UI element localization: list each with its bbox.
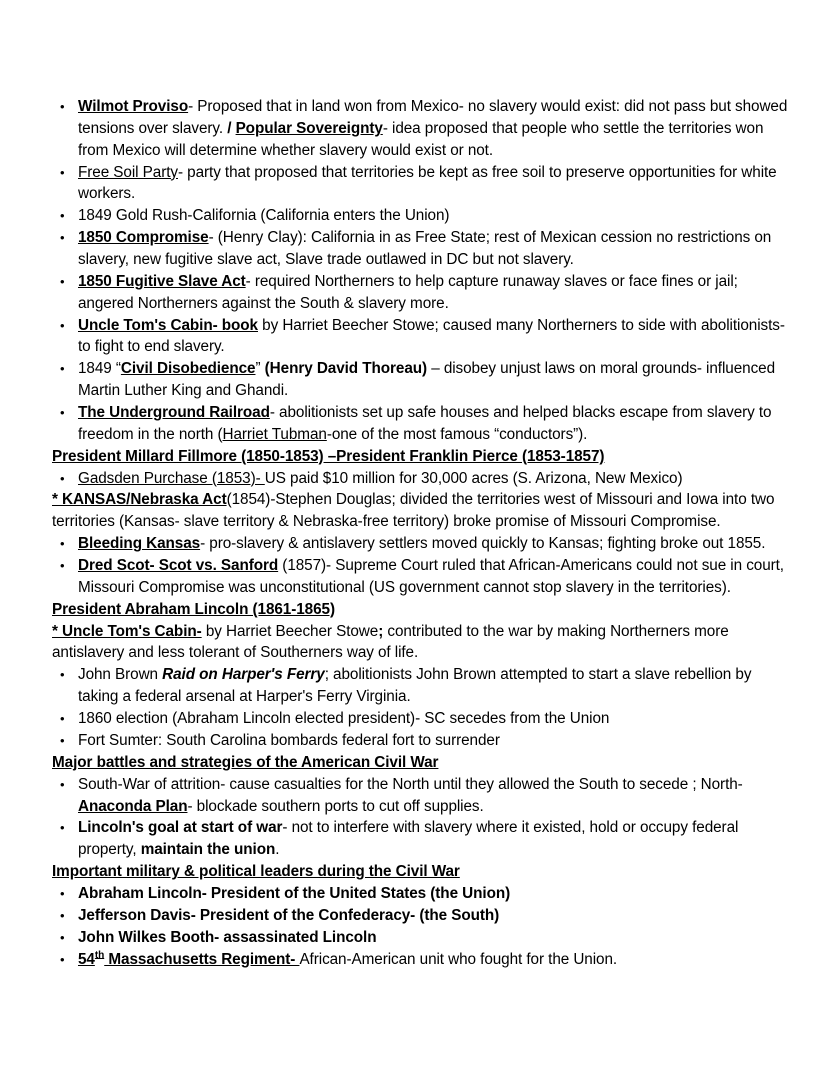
note-line-uncle-toms-cabin-book <box>52 315 790 359</box>
note-line-text <box>78 358 790 402</box>
note-line-text <box>52 489 790 533</box>
note-line-text <box>78 905 790 927</box>
bullet-icon: • <box>60 536 65 552</box>
note-line-text <box>78 205 790 227</box>
text-run: South-War of attrition- cause casualties for the North until they allowed the South to secede ; North- <box>78 775 743 793</box>
note-line-text <box>52 446 790 468</box>
text-run: - idea proposed that people who settle the territories won from Mexico will determine whether slavery would exist or not. <box>78 119 764 159</box>
note-line-text <box>78 730 790 752</box>
text-run: Major battles and strategies of the American Civil War <box>52 753 439 771</box>
note-line-54th-massachusetts <box>52 949 790 971</box>
text-run: (1857)- Supreme Court ruled that African-Americans could not sue in court, Missouri Compromise was unconstitutional (US government cannot stop slavery in the territories). <box>78 557 784 596</box>
text-run: (1854)-Stephen Douglas; divided the territories west of Missouri and Iowa into two territories (Kansas- slave territory & Nebraska-free territory) broke promise of Missouri Compromise. <box>52 491 775 531</box>
text-run: . <box>275 841 280 859</box>
bullet-icon: • <box>60 558 65 574</box>
text-run: Anaconda Plan <box>78 797 188 815</box>
note-line-bleeding-kansas <box>52 533 790 555</box>
text-run: Harriet Tubman <box>222 425 327 443</box>
note-line-gadsden-purchase <box>52 468 790 490</box>
text-run: John Brown <box>78 666 163 684</box>
text-run: ; <box>378 622 384 640</box>
text-run: 1850 Fugitive Slave Act <box>78 272 246 290</box>
note-line-jefferson-davis-leader <box>52 905 790 927</box>
text-run: ” <box>255 360 261 378</box>
bullet-icon: • <box>60 951 65 967</box>
text-run: African-American unit who fought for the Union. <box>299 950 618 968</box>
bullet-icon: • <box>60 208 65 224</box>
bullet-icon: • <box>60 907 65 923</box>
note-line-text <box>78 96 790 162</box>
note-line-text <box>78 315 790 359</box>
note-line-john-wilkes-booth-leader <box>52 927 790 949</box>
text-run: -one of the most famous “conductors”). <box>326 425 588 443</box>
note-line-text <box>52 599 790 621</box>
text-run: Free Soil Party <box>78 163 178 181</box>
note-line-dred-scott <box>52 555 790 599</box>
bullet-icon: • <box>60 820 65 836</box>
text-run: John Wilkes Booth- assassinated Lincoln <box>78 928 377 946</box>
text-run: - abolitionists set up safe houses and helped blacks escape from slavery to freedom in the north ( <box>78 404 772 443</box>
note-line-text <box>78 162 790 206</box>
text-run: Uncle Tom's Cabin- book <box>78 316 258 334</box>
note-line-compromise-1850 <box>52 227 790 271</box>
note-line-fillmore-pierce-header <box>52 446 790 468</box>
note-line-major-battles-header <box>52 752 790 774</box>
bullet-icon: • <box>60 405 65 421</box>
bullet-icon: • <box>60 776 65 792</box>
note-line-text <box>78 227 790 271</box>
text-run: – disobey unjust laws on moral grounds- influenced Martin Luther King and Ghandi. <box>78 360 775 400</box>
bullet-icon: • <box>60 164 65 180</box>
note-line-civil-disobedience-1849 <box>52 358 790 402</box>
text-run: Dred Scot- Scot vs. Sanford <box>78 557 279 575</box>
bullet-icon: • <box>60 732 65 748</box>
notes-body <box>52 96 790 970</box>
note-line-kansas-nebraska-act <box>52 489 790 533</box>
bullet-icon: • <box>60 885 65 901</box>
bullet-icon: • <box>60 929 65 945</box>
note-line-text <box>52 621 790 665</box>
note-line-abraham-lincoln-leader <box>52 883 790 905</box>
text-run: Massachusetts Regiment- <box>104 950 300 968</box>
note-line-text <box>78 271 790 315</box>
bullet-icon: • <box>60 273 65 289</box>
note-line-underground-railroad <box>52 402 790 446</box>
text-run: 54 <box>78 950 95 968</box>
text-run: by Harriet Beecher Stowe <box>201 622 379 640</box>
note-line-text <box>78 949 790 971</box>
note-line-text <box>78 774 790 818</box>
text-run: 1860 election (Abraham Lincoln elected president)- SC secedes from the Union <box>78 710 610 728</box>
note-line-text <box>52 752 790 774</box>
bullet-icon: • <box>60 711 65 727</box>
text-run: Civil Disobedience <box>120 360 256 378</box>
text-run: - blockade southern ports to cut off supplies. <box>187 797 484 815</box>
note-line-text <box>78 927 790 949</box>
text-run: - (Henry Clay): California in as Free State; rest of Mexican cession no restrictions on slavery, new fugitive slave act, Slave trade outlawed in DC but not slavery. <box>78 229 772 269</box>
note-line-lincolns-goal <box>52 817 790 861</box>
text-run: - party that proposed that territories be kept as free soil to preserve opportunities for white workers. <box>78 163 777 203</box>
text-run: Abraham Lincoln- President of the United States (the Union) <box>78 884 511 902</box>
text-run: Gadsden Purchase (1853)- <box>78 469 265 487</box>
note-line-text <box>78 555 790 599</box>
bullet-icon: • <box>60 470 65 486</box>
note-line-free-soil-party <box>52 162 790 206</box>
note-line-uncle-toms-cabin-war <box>52 621 790 665</box>
text-run: Raid on Harper's Ferry <box>162 666 325 684</box>
text-run: Bleeding Kansas <box>78 535 201 553</box>
text-run: * KANSAS/Nebraska Act <box>52 491 227 509</box>
text-run: US paid $10 million for 30,000 acres (S. Arizona, New Mexico) <box>264 469 683 487</box>
text-run: - not to interfere with slavery where it existed, hold or occupy federal property, <box>78 819 739 859</box>
text-run: (Henry David Thoreau) <box>260 360 428 378</box>
text-run: President Abraham Lincoln (1861-1865) <box>52 600 335 618</box>
text-run: Fort Sumter: South Carolina bombards federal fort to surrender <box>78 731 500 749</box>
text-run: 1850 Compromise <box>78 229 209 247</box>
bullet-icon: • <box>60 99 65 114</box>
note-line-text <box>78 468 790 490</box>
note-line-fugitive-slave-act-1850 <box>52 271 790 315</box>
note-line-text <box>52 861 790 883</box>
text-run: / <box>227 119 236 137</box>
text-run: ; abolitionists John Brown attempted to start a slave rebellion by taking a federal arsenal at Harper's Ferry Virginia. <box>78 666 752 706</box>
text-run: Wilmot Proviso <box>78 98 189 115</box>
text-run: The Underground Railroad <box>78 404 270 422</box>
text-run: * Uncle Tom's Cabin- <box>52 622 202 640</box>
text-run: President Millard Fillmore (1850-1853) –President Franklin Pierce (1853-1857) <box>52 447 605 465</box>
text-run: - pro-slavery & antislavery settlers moved quickly to Kansas; fighting broke out 1855. <box>200 535 766 553</box>
note-line-text <box>78 708 790 730</box>
text-run: - required Northerners to help capture runaway slaves or face fines or jail; angered Northerners against the South & slavery more. <box>78 272 738 312</box>
text-run: 1849 “ <box>78 360 121 378</box>
note-line-important-leaders-header <box>52 861 790 883</box>
text-run: 1849 Gold Rush-California (California enters the Union) <box>78 207 450 225</box>
note-line-text <box>78 533 790 555</box>
text-run: Popular Sovereignty <box>235 119 383 137</box>
text-run: - Proposed that in land won from Mexico- no slavery would exist: did not pass but showed tensions over slavery. <box>78 98 788 137</box>
text-run: contributed to the war by making Northerners more antislavery and less tolerant of Southerners way of life. <box>52 622 729 662</box>
bullet-icon: • <box>60 230 65 246</box>
note-line-lincoln-header <box>52 599 790 621</box>
note-line-war-of-attrition <box>52 774 790 818</box>
bullet-icon: • <box>60 361 65 377</box>
text-run: Important military & political leaders during the Civil War <box>52 863 460 881</box>
note-line-fort-sumter <box>52 730 790 752</box>
note-line-harpers-ferry <box>52 664 790 708</box>
text-run: by Harriet Beecher Stowe; caused many Northerners to side with abolitionists- to fight to end slavery. <box>78 316 785 356</box>
note-line-election-1860 <box>52 708 790 730</box>
text-run: Lincoln's goal at start of war <box>78 819 283 837</box>
note-line-wilmot-proviso <box>52 96 790 162</box>
note-line-text <box>78 817 790 861</box>
text-run: maintain the union <box>140 841 276 859</box>
note-line-text <box>78 664 790 708</box>
bullet-icon: • <box>60 667 65 683</box>
note-line-gold-rush-1849 <box>52 205 790 227</box>
ordinal-suffix: th <box>94 949 105 961</box>
note-line-text <box>78 883 790 905</box>
bullet-icon: • <box>60 317 65 333</box>
note-line-text <box>78 402 790 446</box>
text-run: Jefferson Davis- President of the Confederacy- (the South) <box>78 906 500 924</box>
